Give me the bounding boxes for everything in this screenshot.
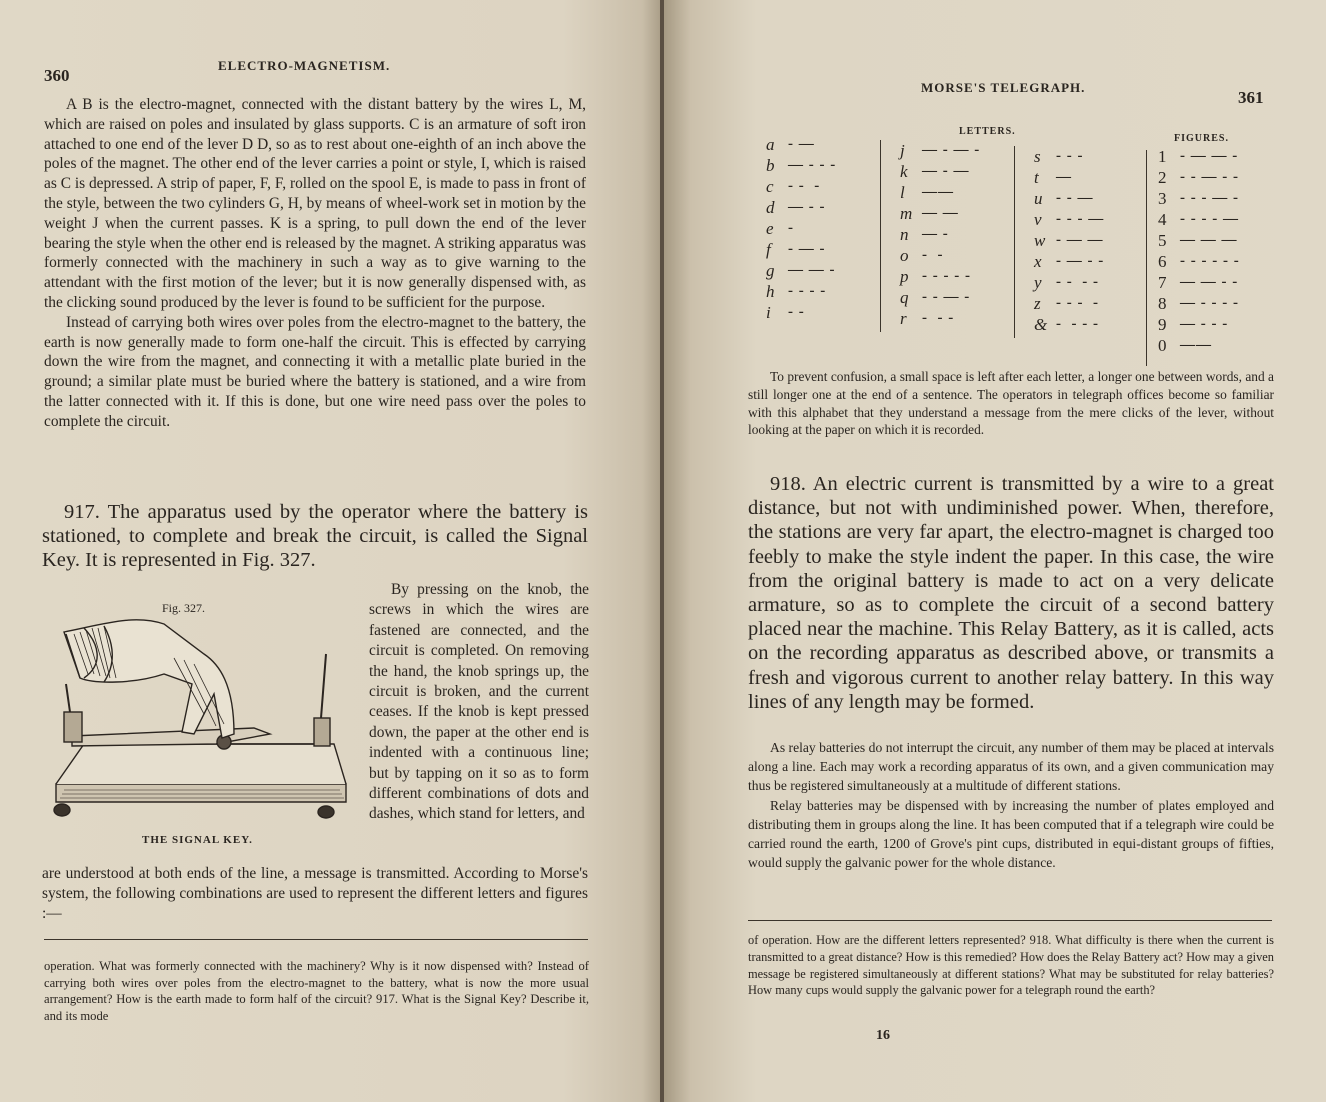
morse-row	[1034, 167, 1104, 188]
morse-row	[900, 182, 980, 203]
morse-char: t	[1034, 167, 1039, 187]
page-number-right: 361	[1238, 88, 1264, 107]
morse-code: —	[1056, 169, 1072, 185]
morse-char: 3	[1158, 188, 1167, 208]
morse-row	[1158, 293, 1240, 314]
morse-char: 0	[1158, 335, 1167, 355]
morse-row	[1158, 146, 1240, 167]
morse-row	[1158, 314, 1240, 335]
morse-char: w	[1034, 230, 1046, 250]
morse-row	[766, 239, 836, 260]
morse-row	[900, 245, 980, 266]
morse-char: 2	[1158, 167, 1167, 187]
figure-label: Fig. 327.	[162, 601, 206, 615]
morse-row	[766, 281, 836, 302]
paragraph-917: 917. The apparatus used by the operator where the battery is stationed, to complete and break the circuit, is called the Signal Key. It is represented in Fig. 327.	[42, 501, 588, 572]
morse-row	[1158, 272, 1240, 293]
morse-row	[766, 155, 836, 176]
morse-code: - —	[788, 136, 815, 152]
morse-code: - - - -	[1056, 295, 1099, 311]
morse-char: v	[1034, 209, 1042, 229]
paragraph-earth-circuit: Instead of carrying both wires over poles from the electro-magnet to the battery, the earth is now generally made to form one-half the circuit. This is effected by carrying down the wire from the magnet, and connecting it with a metallic plate buried in the ground; a similar plate must be buried where the battery is stationed, and a wire from the latter connected with it. If this is done, but one wire need pass over the poles to complete the circuit.	[44, 313, 586, 430]
morse-row	[766, 302, 836, 323]
morse-char: r	[900, 308, 907, 328]
morse-char: u	[1034, 188, 1043, 208]
morse-char: q	[900, 287, 909, 307]
morse-char: z	[1034, 293, 1041, 313]
morse-row	[766, 134, 836, 155]
morse-code: - - - - -	[922, 268, 971, 284]
morse-row	[900, 203, 980, 224]
morse-code: - - - - - -	[1180, 253, 1240, 269]
morse-row	[766, 260, 836, 281]
morse-char: 9	[1158, 314, 1167, 334]
morse-row	[1034, 188, 1104, 209]
paragraph-relay-plates: Relay batteries may be dispensed with by increasing the number of plates employed and distributing them in groups along the line. It has been computed that if a telegraph wire could be carried round the earth, 1200 of Grove's pint cups, distributed in equi-distant groups of fifties, would supply the galvanic power for the whole distance.	[748, 797, 1274, 871]
morse-code: — - - - -	[1180, 295, 1239, 311]
morse-letters-s-and	[1034, 146, 1104, 335]
morse-row	[1034, 314, 1104, 335]
morse-row	[1034, 272, 1104, 293]
morse-code: - -	[922, 247, 944, 263]
morse-row	[900, 224, 980, 245]
morse-char: c	[766, 176, 774, 196]
morse-code: - - - — -	[1180, 190, 1239, 206]
morse-row	[1034, 209, 1104, 230]
footnote-rule-left	[44, 939, 588, 940]
morse-char: e	[766, 218, 774, 238]
morse-code: — - -	[788, 199, 826, 215]
morse-char: 6	[1158, 251, 1167, 271]
morse-code: — - —	[922, 163, 970, 179]
signal-key-illustration	[44, 614, 354, 832]
column-divider-2	[1014, 146, 1015, 338]
morse-code: - - — - -	[1180, 169, 1239, 185]
morse-code: — — —	[1180, 232, 1238, 248]
morse-char: x	[1034, 251, 1042, 271]
footnote-questions-left	[44, 958, 589, 1024]
morse-char: i	[766, 302, 771, 322]
morse-code: -	[788, 220, 794, 236]
morse-code: - - -	[922, 310, 955, 326]
morse-char: 4	[1158, 209, 1167, 229]
morse-char: p	[900, 266, 909, 286]
morse-row	[900, 287, 980, 308]
morse-code: — -	[922, 226, 949, 242]
morse-char: l	[900, 182, 905, 202]
morse-code: - - —	[1056, 190, 1094, 206]
morse-row	[900, 308, 980, 329]
morse-row	[766, 197, 836, 218]
morse-char: 7	[1158, 272, 1167, 292]
paragraph-knob-description: By pressing on the knob, the screws in which the wires are fastened are connected, and the circuit is completed. On removing the hand, the knob springs up, the circuit is broken, and the current ceases. If the knob is kept pressed down, the paper at the other end is indented with a continuous line; but by tapping on it so as to form different combinations of dots and dashes, which stand for letters, and	[369, 581, 589, 823]
morse-char: 8	[1158, 293, 1167, 313]
morse-code: - - - -	[788, 283, 827, 299]
morse-row	[1034, 251, 1104, 272]
signature-mark: 16	[876, 1028, 890, 1043]
morse-row	[1158, 230, 1240, 251]
morse-code: - - - - —	[1180, 211, 1239, 227]
morse-code: - - - —	[1056, 211, 1105, 227]
morse-letters-j-r	[900, 140, 980, 329]
morse-code: - -	[788, 304, 805, 320]
morse-char: g	[766, 260, 775, 280]
morse-char: 5	[1158, 230, 1167, 250]
paragraph-spacing	[748, 368, 1274, 439]
morse-char: n	[900, 224, 909, 244]
figure-caption: THE SIGNAL KEY.	[142, 834, 253, 846]
morse-code: ——	[922, 184, 954, 200]
morse-row	[900, 161, 980, 182]
morse-code: - — - -	[1056, 253, 1105, 269]
morse-code: - - - -	[1056, 274, 1099, 290]
paragraph-spacing-text: To prevent confusion, a small space is left after each letter, a longer one between words, and a still longer one at the end of a sentence. The operators in telegraph offices become so familiar with this alphabet that they understand a message from the mere clicks of the lever, without looking at the paper on which it is recorded.	[748, 369, 1274, 438]
footnote-rule-right	[748, 920, 1272, 921]
morse-code: - - — -	[922, 289, 971, 305]
running-header-right: MORSE'S TELEGRAPH.	[921, 80, 1086, 95]
morse-char: o	[900, 245, 909, 265]
morse-char: 1	[1158, 146, 1167, 166]
morse-code: - - -	[788, 178, 821, 194]
morse-code: - — -	[788, 241, 826, 257]
morse-code: — —	[922, 205, 959, 221]
morse-row	[1158, 188, 1240, 209]
morse-row	[900, 140, 980, 161]
morse-char: a	[766, 134, 775, 154]
morse-row	[1034, 146, 1104, 167]
page-number-left: 360	[44, 66, 70, 85]
relay-paragraphs	[748, 738, 1274, 872]
morse-row	[900, 266, 980, 287]
morse-char: d	[766, 197, 775, 217]
figures-heading: FIGURES.	[1174, 133, 1229, 144]
letters-heading: LETTERS.	[959, 126, 1016, 137]
morse-row	[766, 218, 836, 239]
morse-char: m	[900, 203, 913, 223]
morse-letters-a-i	[766, 134, 836, 323]
paragraph-electro-magnet: A B is the electro-magnet, connected with the distant battery by the wires L, M, which are raised on poles and insulated by glass supports. C is an armature of soft iron attached to one end of the lever D D, so as to rest about one-eighth of an inch above the poles of the magnet. The other end of the lever carries a point or style, I, which is raised as C is depressed. A strip of paper, F, F, rolled on the spool E, is made to pass in front of the style, between the two cylinders G, H, by means of wheel-work set in motion by the weight J when the current passes. K is a spring, to pull down the end of the lever bearing the style when the other end is released by the magnet. A striking apparatus was formerly connected with the machinery in such a way as to give warning to the attendant with the first motion of the lever; but it is now generally dispensed with, as the clicking sound produced by the lever is found to be sufficient for the purpose.	[44, 96, 586, 311]
morse-code: - — —	[1056, 232, 1104, 248]
morse-char: j	[900, 140, 905, 160]
morse-code: — — - -	[1180, 274, 1239, 290]
morse-code: — — -	[788, 262, 836, 278]
morse-code: — - - -	[788, 157, 837, 173]
morse-row	[1158, 251, 1240, 272]
morse-row	[766, 176, 836, 197]
morse-row	[1158, 209, 1240, 230]
paragraph-morse-intro: are understood at both ends of the line, a message is transmitted. According to Morse's system, the following combinations are used to represent the different letters and figures :—	[42, 865, 588, 922]
morse-code: - - - -	[1056, 316, 1099, 332]
morse-figures	[1158, 146, 1240, 356]
morse-char: k	[900, 161, 908, 181]
footnote-text-right: of operation. How are the different letters represented? 918. What difficulty is there when the current is transmitted to a great distance? How is this remedied? How does the Relay Battery act? How may a given message be registered simultaneously at different stations? What may be substituted for relay batteries? How many cups would supply the galvanic power for a telegraph round the earth?	[748, 933, 1274, 998]
morse-char: f	[766, 239, 771, 259]
footnote-text-left: operation. What was formerly connected with the machinery? Why is it now dispensed with? Instead of carrying both wires over poles from the electro-magnet to the battery, what is now the more usual arrangement? How is the earth made to form half of the circuit? 917. What is the Signal Key? Describe it, and its mode	[44, 959, 589, 1023]
footnote-questions-right	[748, 932, 1274, 999]
paragraph-918: 918. An electric current is transmitted by a wire to a great distance, but not with undiminished power. When, therefore, the stations are very far apart, the electro-magnet is charged too feebly to make the style indent the paper. In this case, the wire from the original battery is made to act on a very delicate armature, so as to complete the circuit of a second battery placed near the machine. This Relay Battery, as it is called, acts on the recording apparatus as described above, or transmits a fresh and vigorous current to another relay battery. In this way lines of any length may be formed.	[748, 473, 1274, 713]
morse-row	[1034, 230, 1104, 251]
morse-row	[1034, 293, 1104, 314]
running-header-left: ELECTRO-MAGNETISM.	[218, 58, 391, 73]
morse-char: y	[1034, 272, 1042, 292]
morse-code: ——	[1180, 337, 1212, 353]
morse-char: s	[1034, 146, 1041, 166]
column-divider-1	[880, 140, 881, 332]
column-divider-3	[1146, 150, 1147, 366]
morse-char: h	[766, 281, 775, 301]
morse-code: - - -	[1056, 148, 1084, 164]
paragraph-relay-circuit: As relay batteries do not interrupt the circuit, any number of them may be placed at intervals along a line. Each may work a recording apparatus of its own, and a given communication may thus be registered simultaneously at a multitude of different stations.	[748, 740, 1274, 794]
right-page	[664, 0, 1326, 1102]
morse-char: b	[766, 155, 775, 175]
text-block-intro	[44, 95, 586, 432]
morse-char: &	[1034, 314, 1048, 334]
left-page	[0, 0, 662, 1102]
morse-row	[1158, 167, 1240, 188]
morse-code: — - — -	[922, 142, 981, 158]
morse-code: - — — -	[1180, 148, 1239, 164]
morse-code: — - - -	[1180, 316, 1229, 332]
morse-row	[1158, 335, 1240, 356]
